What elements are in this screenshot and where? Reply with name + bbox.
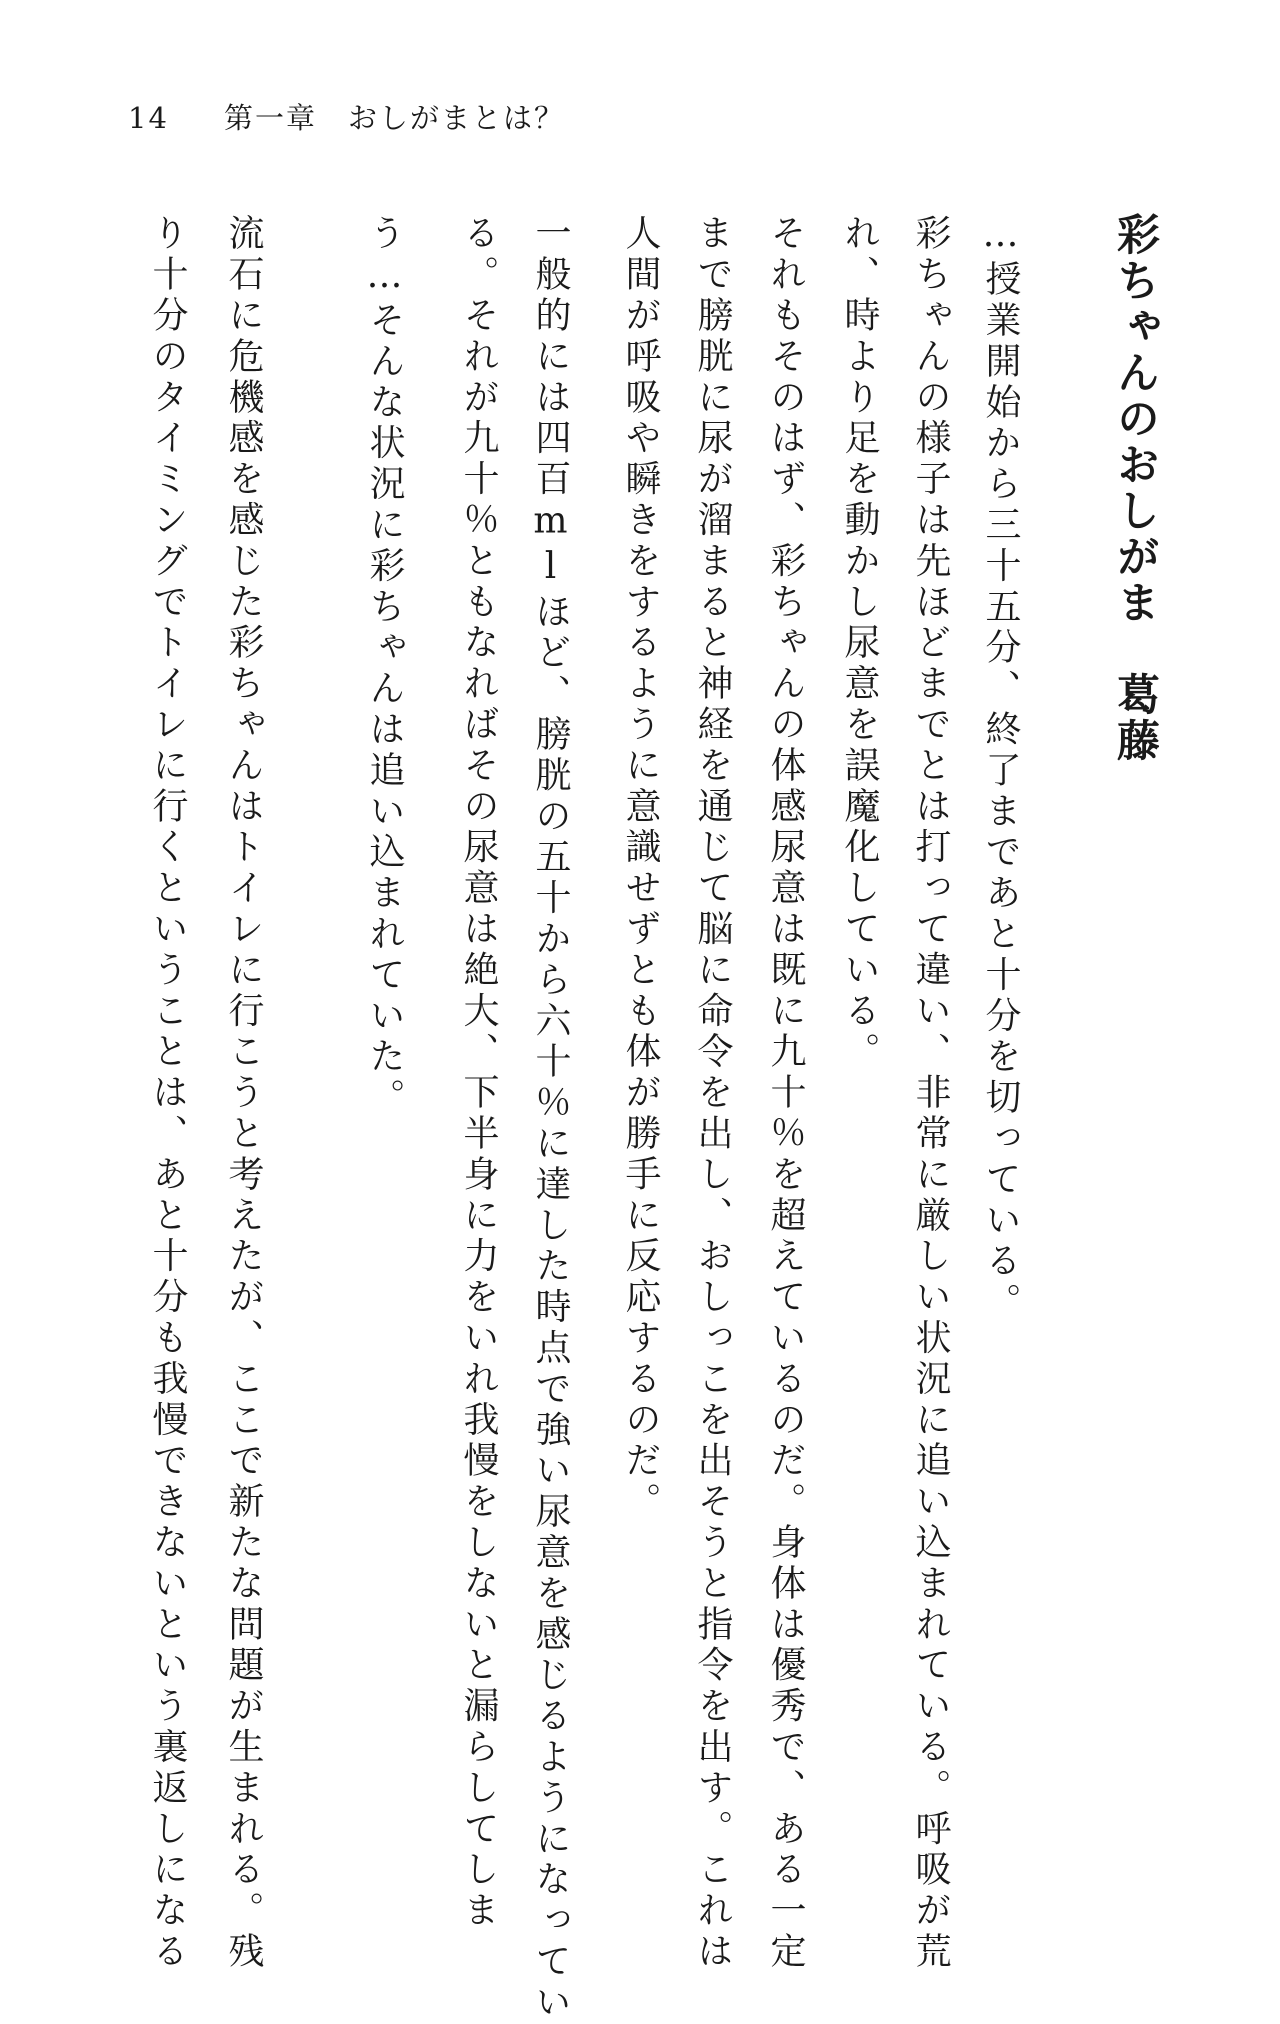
body-line: まで膀胱に尿が溜まると神経を通じて脳に命令を出し、おしっこを出そうと指令を出す。これは (692, 214, 733, 1973)
body-line: 一般的には四百mlほど、膀胱の五十から六十％に達した時点で強い尿意を感じるようになってい (530, 214, 571, 2024)
chapter-title: 第一章 おしがまとは？ (224, 101, 566, 135)
body-line: それもそのはず、彩ちゃんの体感尿意は既に九十％を超えているのだ。身体は優秀で、ある一定 (765, 214, 806, 1973)
body-line: れ、時より足を動かし尿意を誤魔化している。 (839, 214, 880, 1073)
body-line: う…そんな状況に彩ちゃんは追い込まれていた。 (364, 214, 405, 1119)
body-line: り十分のタイミングでトイレに行くということは、あと十分も我慢できないという裏返しになる (147, 214, 188, 1973)
body-line: 彩ちゃんの様子は先ほどまでとは打って違い、非常に厳しい状況に追い込まれている。呼吸が荒 (910, 214, 951, 1973)
page-header (128, 96, 565, 137)
body-line: …授業開始から三十五分、終了まであと十分を切っている。 (980, 214, 1021, 1324)
body-line: 流石に危機感を感じた彩ちゃんはトイレに行こうと考えたが、ここで新たな問題が生まれる。残 (223, 214, 264, 1973)
section-title: 彩ちゃんのおしがま 葛藤 (1110, 212, 1160, 764)
body-line: 人間が呼吸や瞬きをするように意識せずとも体が勝手に反応するのだ。 (620, 214, 661, 1523)
page-number: 14 (128, 101, 169, 135)
body-line: る。それが九十％ともなればその尿意は絶大、下半身に力をいれ我慢をしないと漏らしてしま (458, 214, 499, 1932)
